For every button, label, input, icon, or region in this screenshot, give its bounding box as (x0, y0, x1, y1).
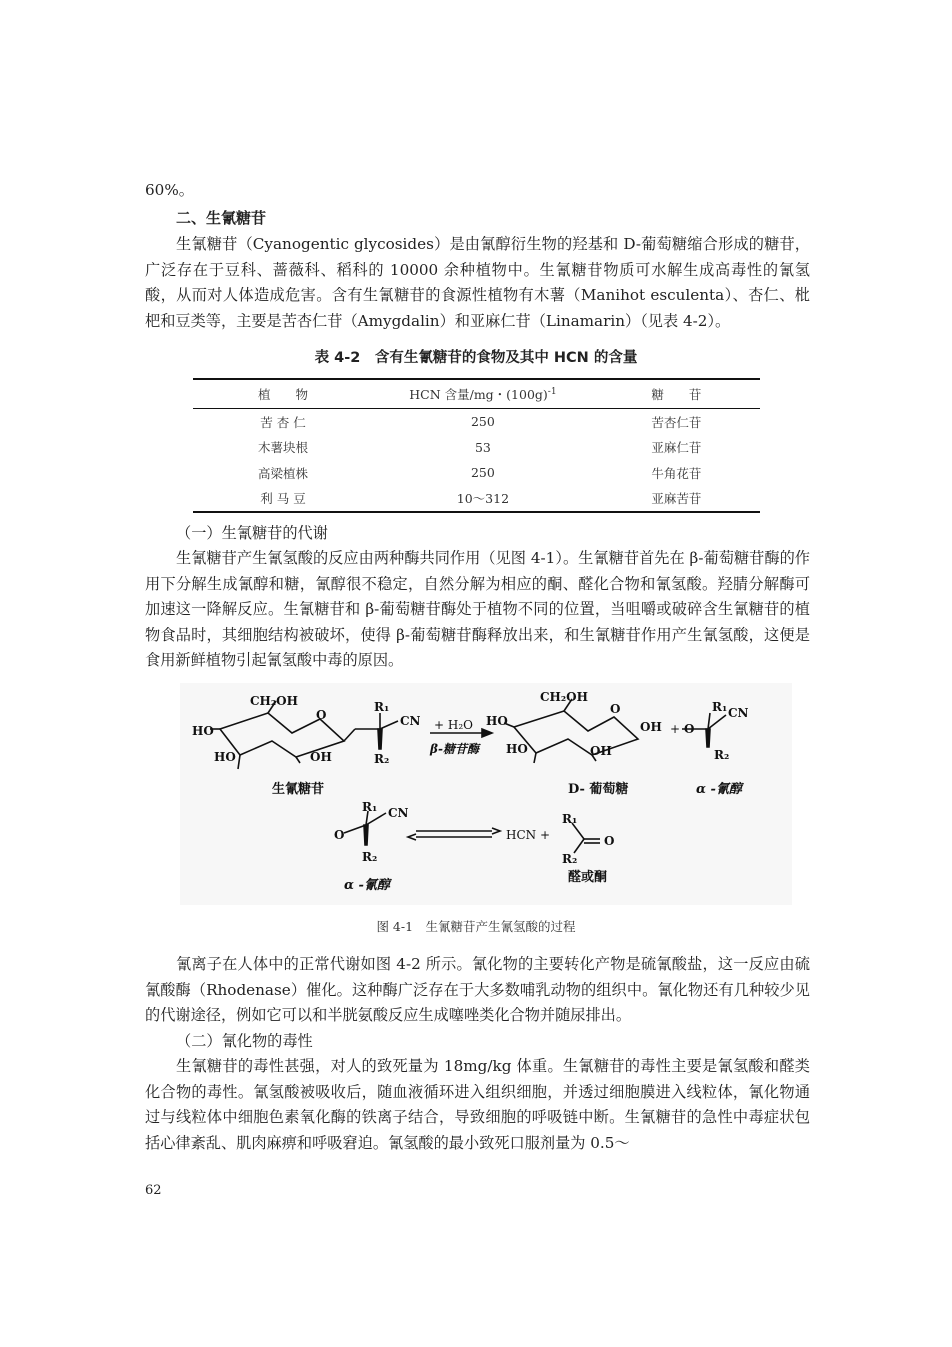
label-ring-o-left: O (316, 708, 327, 722)
label-r1-right: R₁ (712, 700, 728, 714)
subsection-heading-toxicity: （二）氰化物的毒性 (176, 1032, 313, 1050)
table-cell-glycoside: 亚麻仁苷 (651, 440, 702, 456)
label-r1-bottom: R₁ (362, 800, 378, 814)
table-cell-glycoside: 亚麻苦苷 (593, 486, 760, 513)
label-o-cyanohydrin-1: O (684, 722, 695, 736)
table-cell-glycoside: 牛角花苷 (651, 465, 702, 481)
table-row (193, 460, 760, 486)
label-ho-3: HO (486, 714, 508, 728)
table-cell-plant: 利 马 豆 (193, 486, 373, 513)
label-cn-left: CN (400, 714, 421, 728)
table-header-glycoside: 糖 苷 (593, 379, 760, 409)
label-carbonyl: 醛或酮 (568, 870, 608, 885)
label-oh-anomeric: OH (640, 720, 662, 734)
section-heading: 二、生氰糖苷 (176, 209, 267, 227)
label-cyanohydrin-2: α -氰醇 (344, 878, 390, 893)
label-ch2oh-right: CH₂OH (540, 690, 588, 704)
table-header-plant: 植 物 (193, 379, 373, 409)
paragraph-2: 生氰糖苷产生氰氢酸的反应由两种酶共同作用（见图 4-1）。生氰糖苷首先在 β-葡萄糖苷酶的作用下分解生成氰醇和糖，氰醇很不稳定，自然分解为相应的酮、醛化合物和氰氢酸。羟腈分解酶可加速这一降解反应。生氰糖苷和 β-葡萄糖苷酶处于植物不同的位置，当咀嚼或破碎含生氰糖苷的植物食品时，其细胞结构被破坏，使得 β-葡萄糖苷酶释放出来，和生氰糖苷作用产生氰氢酸，这便是食用新鲜植物引起氰氢酸中毒的原因。 (145, 549, 810, 669)
table-row (193, 435, 760, 461)
label-r2-right: R₂ (714, 748, 730, 762)
label-hcn-plus: HCN + (506, 828, 551, 842)
table-title: 表 4-2 含有生氰糖苷的食物及其中 HCN 的含量 (314, 350, 638, 366)
label-h2o: + H₂O (434, 718, 473, 732)
label-enzyme: β-糖苷酶 (430, 742, 479, 756)
label-oh-left: OH (310, 750, 332, 764)
subsection-heading-metabolism: （一）生氰糖苷的代谢 (176, 524, 328, 542)
label-glucose: D- 葡萄糖 (568, 782, 629, 797)
label-r2-left: R₂ (374, 752, 390, 766)
label-ch2oh-left: CH₂OH (250, 694, 298, 708)
label-ho-4: HO (506, 742, 528, 756)
reaction-diagram (180, 683, 792, 905)
label-cyanohydrin-1: α -氰醇 (696, 782, 742, 797)
label-o-carbonyl: O (604, 834, 615, 848)
label-glycoside: 生氰糖苷 (272, 782, 325, 797)
table-cell-plant: 苦 杏 仁 (260, 414, 306, 430)
table-row (193, 486, 760, 513)
table-cell-plant: 木薯块根 (258, 440, 309, 456)
table-header-row (193, 379, 760, 409)
table-cell-plant: 高梁植株 (258, 465, 309, 481)
label-ho-2: HO (214, 750, 236, 764)
table-header-hcn: HCN 含量/mg・$(100g)^{-1}$ (373, 379, 593, 409)
label-r1-carbonyl: R₁ (562, 812, 578, 826)
label-oh-right: OH (590, 744, 612, 758)
label-ring-o-right: O (610, 702, 621, 716)
label-r1-left: R₁ (374, 700, 390, 714)
label-cn-bottom: CN (388, 806, 409, 820)
table-cell-hcn: 250 (470, 465, 495, 481)
paragraph-4: 生氰糖苷的毒性甚强，对人的致死量为 18mg/kg 体重。生氰糖苷的毒性主要是氰氢酸和醛类化合物的毒性。氰氢酸被吸收后，随血液循环进入组织细胞，并透过细胞膜进入线粒体，氰化物通过与线粒体中细胞色素氧化酶的铁离子结合，导致细胞的呼吸链中断。生氰糖苷的急性中毒症状包括心律紊乱、肌肉麻痹和呼吸窘迫。氰氢酸的最小致死口服剂量为 0.5～ (145, 1057, 810, 1152)
hcn-table (193, 378, 760, 513)
label-cn-right: CN (728, 706, 749, 720)
table-cell-hcn: 10～312 (373, 486, 593, 513)
table-cell-hcn: 250 (470, 414, 495, 430)
label-r2-bottom: R₂ (362, 850, 378, 864)
paragraph-1: 生氰糖苷（Cyanogentic glycosides）是由氰醇衍生物的羟基和 D-葡萄糖缩合形成的糖苷，广泛存在于豆科、蔷薇科、稻科的 10000 余种植物中。生氰糖苷物质可水解生成高毒性的氰氢酸，从而对人体造成危害。含有生氰糖苷的食源性植物有木薯（Manihot esculenta）、杏仁、枇杷和豆类等，主要是苦杏仁苷（Amygdalin）和亚麻仁苷（Linamarin）（见表 4-2）。 (145, 235, 810, 330)
label-r2-carbonyl: R₂ (562, 852, 578, 866)
label-o-cyanohydrin-2: O (334, 828, 345, 842)
paragraph-3: 氰离子在人体中的正常代谢如图 4-2 所示。氰化物的主要转化产物是硫氰酸盐，这一反应由硫氰酸酶（Rhodenase）催化。这种酶广泛存在于大多数哺乳动物的组织中。氰化物还有几种较少见的代谢途径，例如它可以和半胱氨酸反应生成噻唑类化合物并随尿排出。 (145, 955, 810, 1024)
label-plus-1: + (670, 722, 681, 736)
table-cell-hcn: 53 (474, 439, 491, 455)
label-ho-1: HO (192, 724, 214, 738)
figure-caption: 图 4-1 生氰糖苷产生氰氢酸的过程 (376, 919, 576, 934)
reaction-figure (180, 683, 792, 905)
table-row (193, 409, 760, 435)
page-number: 62 (145, 1183, 162, 1198)
table-cell-glycoside: 苦杏仁苷 (651, 414, 702, 430)
intro-fragment: 60%。 (145, 181, 194, 199)
